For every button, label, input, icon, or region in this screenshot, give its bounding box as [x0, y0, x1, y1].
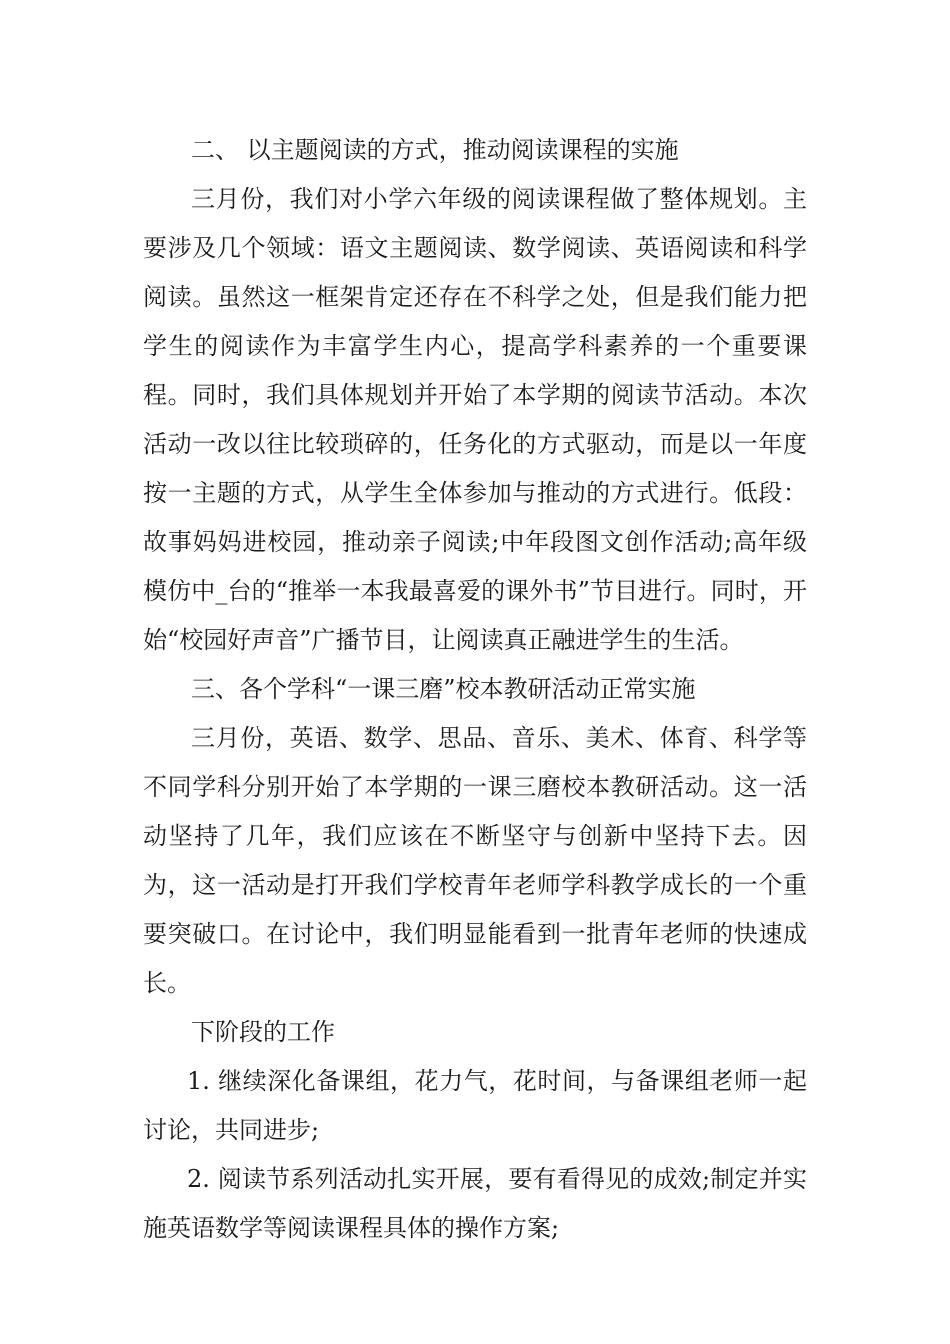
paragraph-research: 三月份，英语、数学、思品、音乐、美术、体育、科学等不同学科分别开始了本学期的一课三磨校本教研活动。这一活动坚持了几年，我们应该在不断坚守与创新中坚持下去。因为，这一活动是打开我们学校青年老师学科教学成长的一个重要突破口。在讨论中，我们明显能看到一批青年老师的快速成长。 — [143, 724, 807, 997]
list-item-1: 1. 继续深化备课组，花力气，花时间，与备课组老师一起讨论，共同进步; — [143, 1067, 807, 1144]
section-heading-research: 三、各个学科“一课三磨”校本教研活动正常实施 — [191, 675, 696, 703]
section-heading-next-stage: 下阶段的工作 — [191, 1018, 335, 1046]
document-body — [143, 126, 807, 1253]
paragraph-reading-plan: 三月份，我们对小学六年级的阅读课程做了整体规划。主要涉及几个领域：语文主题阅读、数学阅读、英语阅读和科学阅读。虽然这一框架肯定还存在不科学之处，但是我们能力把学生的阅读作为丰富学生内心，提高学科素养的一个重要课程。同时，我们具体规划并开始了本学期的阅读节活动。本次活动一改以往比较琐碎的，任务化的方式驱动，而是以一年度按一主题的方式，从学生全体参加与推动的方式进行。低段：故事妈妈进校园，推动亲子阅读;中年段图文创作活动;高年级模仿中_台的“推举一本我最喜爱的课外书”节目进行。同时，开始“校园好声音”广播节目，让阅读真正融进学生的生活。 — [143, 185, 807, 654]
list-item-2: 2. 阅读节系列活动扎实开展，要有看得见的成效;制定并实施英语数学等阅读课程具体的操作方案; — [143, 1165, 807, 1242]
section-heading-reading: 二、 以主题阅读的方式，推动阅读课程的实施 — [191, 136, 679, 164]
